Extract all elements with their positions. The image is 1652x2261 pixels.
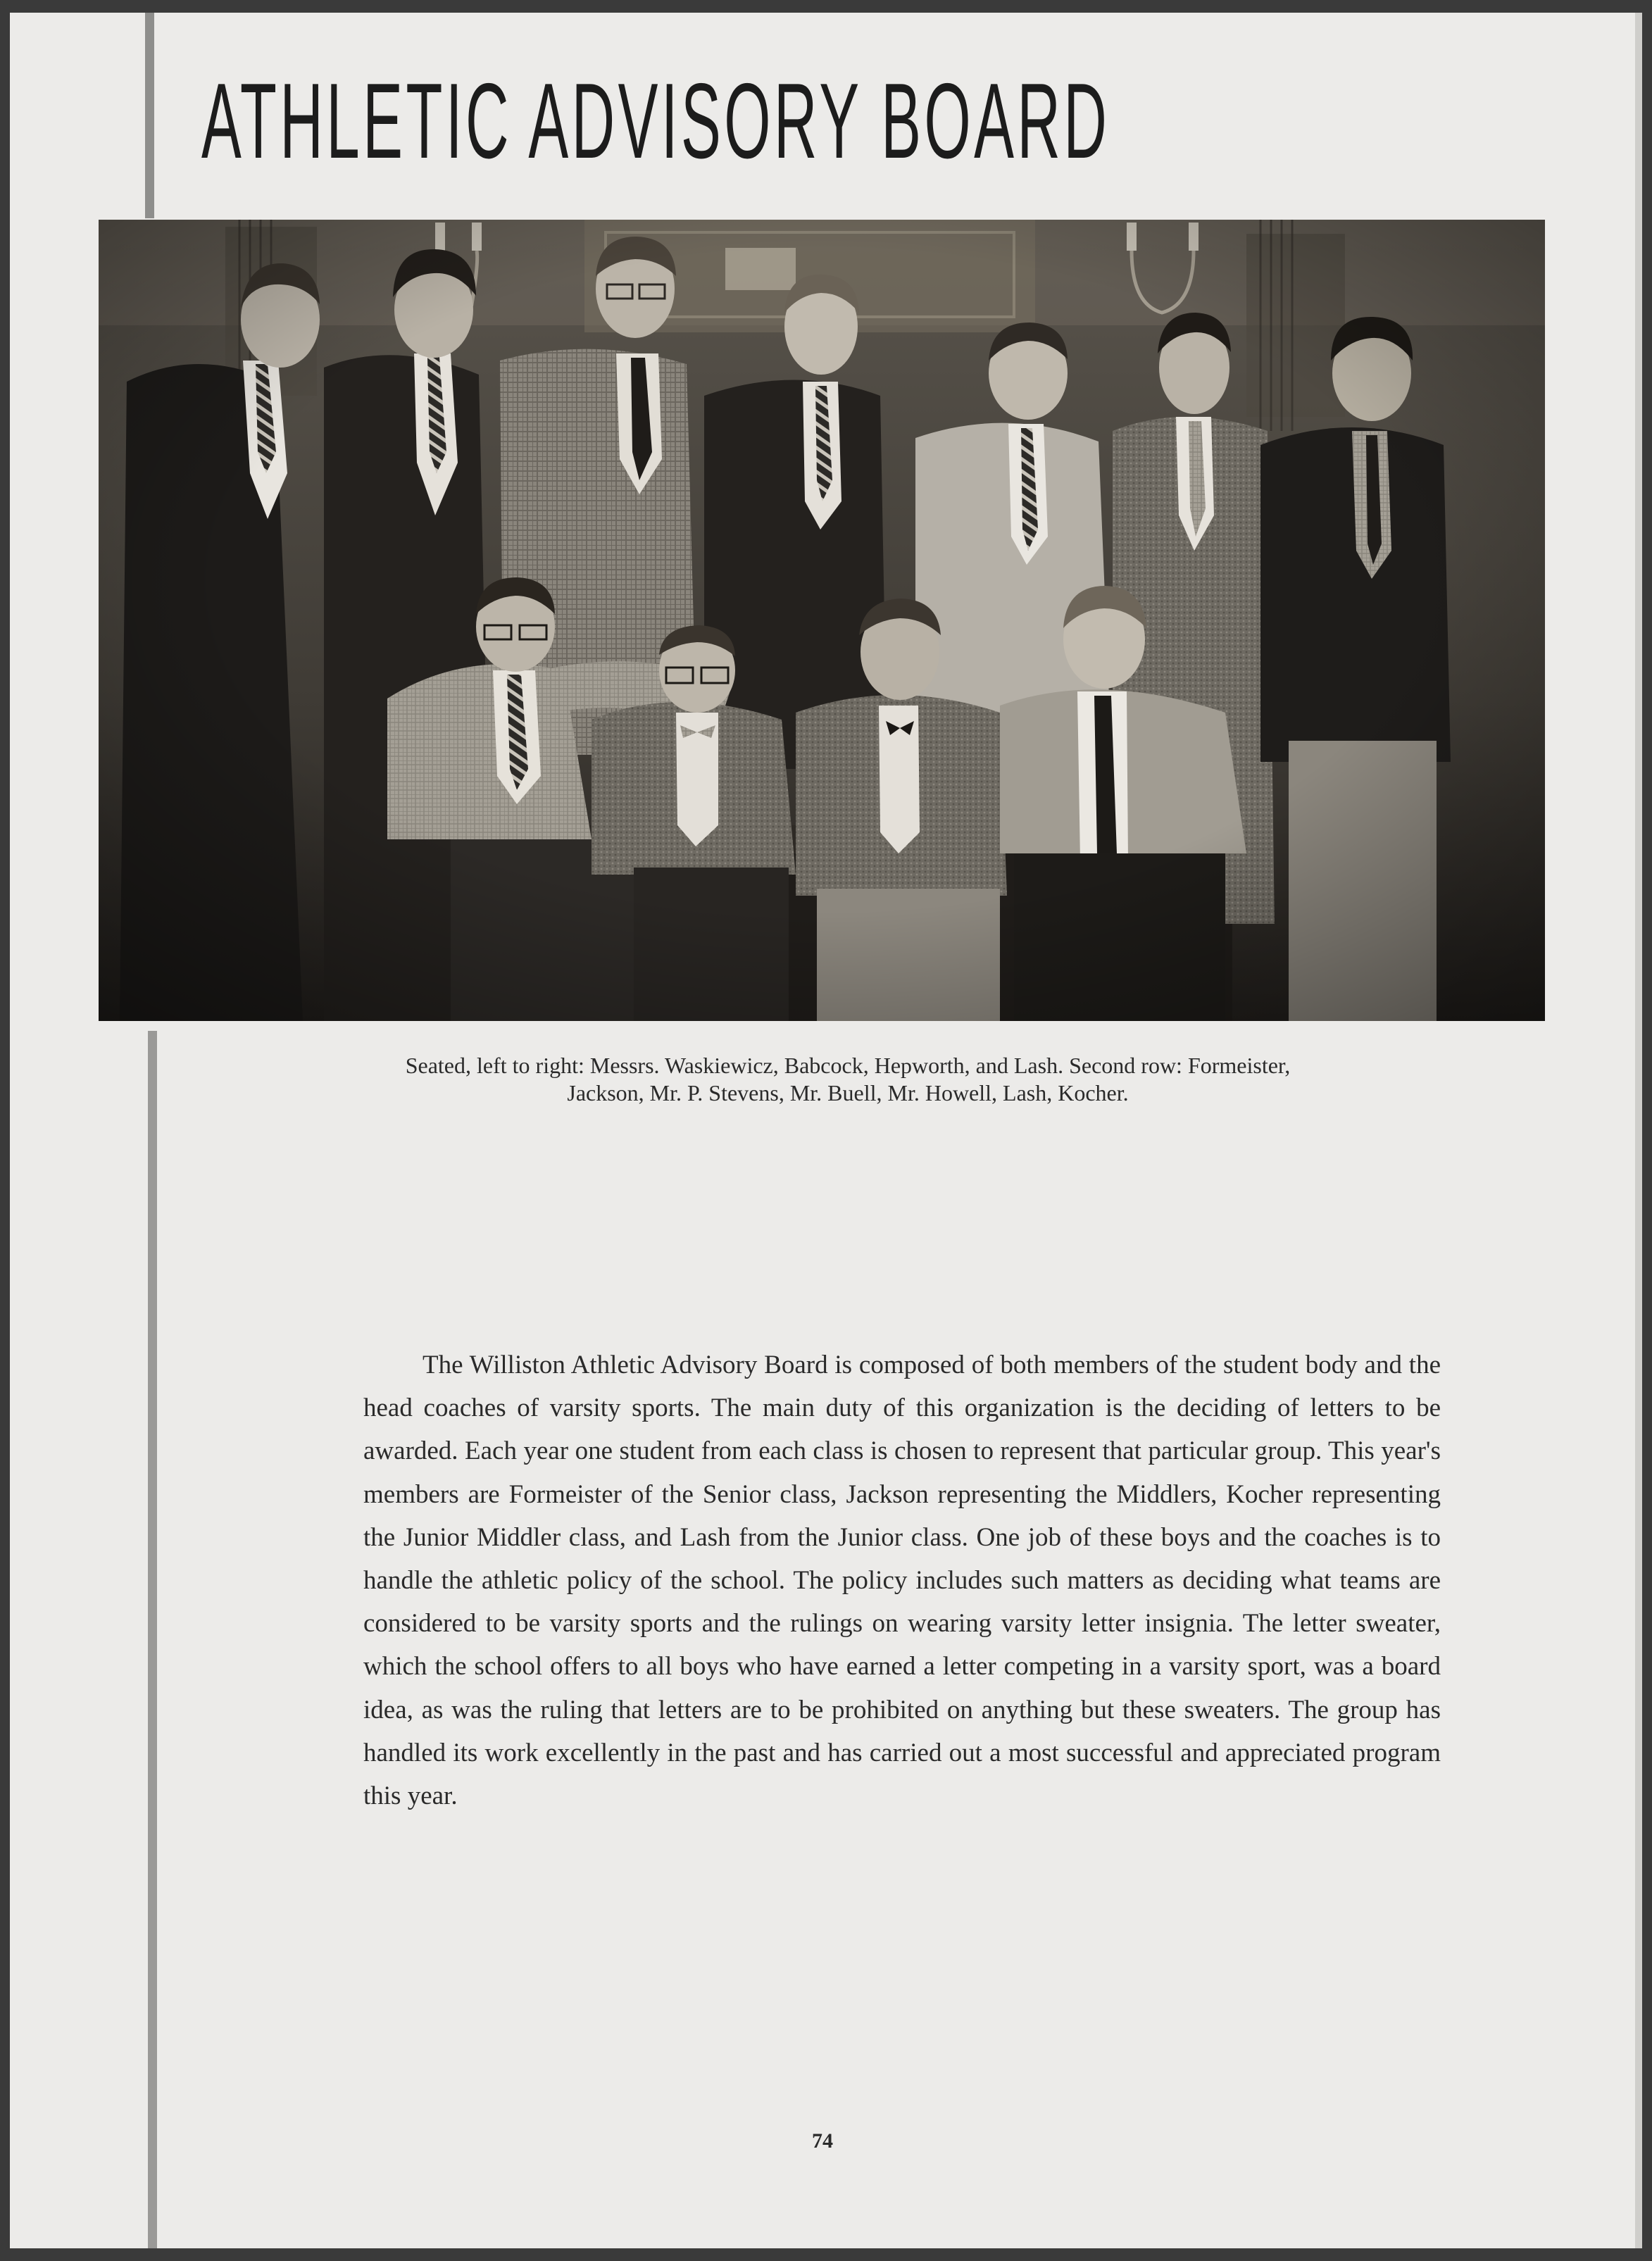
page-title: ATHLETIC ADVISORY BOARD	[201, 61, 1110, 181]
body-paragraph: The Williston Athletic Advisory Board is composed of both members of the student body and the head coaches of varsity sports. The main duty of this organization is the deciding of letters to be awarded. Each year one student from each class is chosen to represent that particular group. This year's members are Formeister of the Senior class, Jackson representing the Middlers, Kocher representing the Junior Middler class, and Lash from the Junior class. One job of these boys and the coaches is to handle the athletic policy of the school. The policy includes such matters as deciding what teams are considered to be varsity sports and the rulings on wearing varsity letter insignia. The letter sweater, which the school offers to all boys who have earned a letter competing in a varsity sport, was a board idea, as was the ruling that letters are to be prohibited on anything but these sweaters. The group has handled its work excellently in the past and has carried out a most successful and appreciated program this year.	[363, 1351, 1441, 1811]
yearbook-page	[10, 13, 1642, 2248]
caption-line-2: Jackson, Mr. P. Stevens, Mr. Buell, Mr. Howell, Lash, Kocher.	[567, 1080, 1129, 1106]
left-margin-rule-bottom	[148, 1031, 157, 2248]
photo-caption	[221, 1052, 1475, 1107]
group-photo	[99, 220, 1545, 1021]
page-number: 74	[812, 2129, 833, 2153]
caption-line-1: Seated, left to right: Messrs. Waskiewicz, Babcock, Hepworth, and Lash. Second row: Formeister,	[405, 1053, 1291, 1078]
group-photo-image	[99, 220, 1545, 1021]
left-margin-rule-top	[145, 13, 154, 218]
